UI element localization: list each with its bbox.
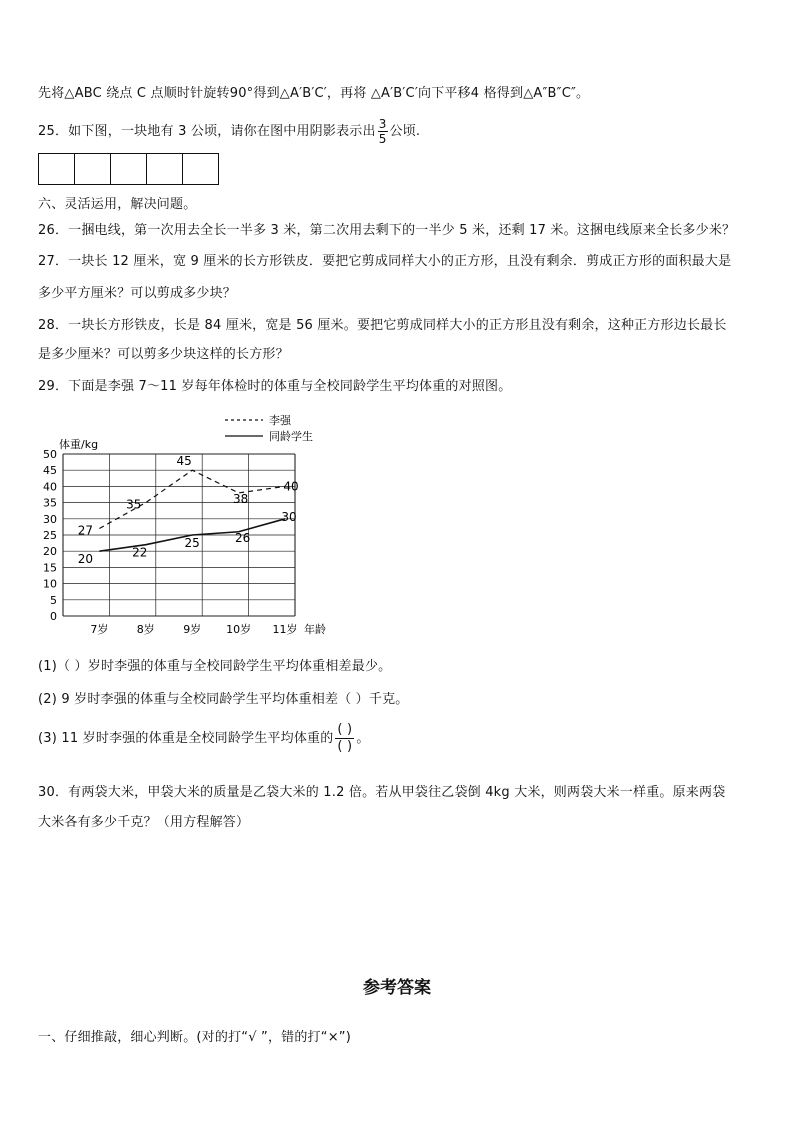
land-cell[interactable] bbox=[110, 153, 147, 185]
y-tick-label: 40 bbox=[43, 480, 57, 494]
answer-fraction-blank[interactable] bbox=[335, 722, 354, 755]
q29-3-end: 。 bbox=[356, 731, 370, 746]
y-tick-label: 5 bbox=[50, 593, 57, 607]
legend-label: 同龄学生 bbox=[269, 430, 313, 443]
y-tick-label: 20 bbox=[43, 545, 57, 559]
y-tick-label: 50 bbox=[43, 448, 57, 461]
x-tick-label: 8岁 bbox=[136, 623, 155, 635]
data-label: 40 bbox=[283, 479, 299, 494]
land-cell[interactable] bbox=[182, 153, 219, 185]
question-29-1: (1)（ ）岁时李强的体重与全校同龄学生平均体重相差最少。 bbox=[38, 659, 392, 674]
question-29-2: (2) 9 岁时李强的体重与全校同龄学生平均体重相差（ ）千克。 bbox=[38, 692, 409, 707]
blank-numerator: ( ) bbox=[337, 722, 353, 737]
y-tick-label: 30 bbox=[43, 512, 57, 526]
answer-heading: 参考答案 bbox=[363, 978, 431, 998]
fraction-numerator: 3 bbox=[378, 117, 387, 131]
question-26: 26．一捆电线，第一次用去全长一半多 3 米，第二次用去剩下的一半少 5 米，还剩 17 米。这捆电线原来全长多少米？ bbox=[38, 223, 736, 238]
y-axis-label: 体重/kg bbox=[59, 438, 99, 451]
question-30-line2: 大米各有多少千克？（用方程解答） bbox=[38, 815, 250, 830]
instruction-line: 先将△ABC 绕点 C 点顺时针旋转90°得到△A′B′C′，再将 △A′B′C′向下平移4 格得到△A″B″C″。 bbox=[38, 86, 590, 101]
section-1-heading: 一、仔细推敲，细心判断。(对的打“√ ”，错的打“×”) bbox=[38, 1030, 351, 1045]
land-cell[interactable] bbox=[146, 153, 183, 185]
x-axis-label: 年龄 bbox=[304, 623, 326, 635]
data-label: 20 bbox=[77, 552, 94, 567]
fraction-denominator: 5 bbox=[378, 132, 387, 146]
question-29-3 bbox=[38, 722, 370, 755]
legend-label: 李强 bbox=[269, 414, 291, 427]
question-28-line1: 28．一块长方形铁皮，长是 84 厘米，宽是 56 厘米。要把它剪成同样大小的正方形且没有剩余，这种正方形边长最长 bbox=[38, 318, 727, 333]
question-27-line2: 多少平方厘米？可以剪成多少块？ bbox=[38, 286, 237, 301]
data-label: 45 bbox=[176, 454, 192, 469]
y-tick-label: 45 bbox=[43, 464, 57, 478]
land-grid bbox=[38, 153, 219, 185]
data-label: 35 bbox=[126, 497, 142, 512]
question-25 bbox=[38, 117, 420, 146]
question-30-line1: 30．有两袋大米，甲袋大米的质量是乙袋大米的 1.2 倍。若从甲袋往乙袋倒 4kg 大米，则两袋大米一样重。原来两袋 bbox=[38, 785, 726, 800]
data-label: 30 bbox=[281, 509, 297, 524]
x-tick-label: 7岁 bbox=[90, 623, 109, 635]
data-label: 25 bbox=[184, 536, 200, 550]
y-tick-label: 10 bbox=[43, 577, 57, 591]
fraction-3-5 bbox=[378, 117, 388, 146]
y-tick-label: 0 bbox=[50, 610, 57, 623]
section-6-heading: 六、灵活运用，解决问题。 bbox=[38, 197, 197, 212]
q29-3-text: (3) 11 岁时李强的体重是全校同龄学生平均体重的 bbox=[38, 731, 334, 746]
question-28-line2: 是多少厘米？可以剪多少块这样的长方形？ bbox=[38, 347, 289, 362]
y-tick-label: 25 bbox=[43, 529, 57, 542]
y-tick-label: 15 bbox=[43, 561, 57, 575]
land-cell[interactable] bbox=[74, 153, 111, 185]
question-27-line1: 27．一块长 12 厘米，宽 9 厘米的长方形铁皮．要把它剪成同样大小的正方形，且没有剩余．剪成正方形的面积最大是 bbox=[38, 254, 732, 269]
x-tick-label: 10岁 bbox=[226, 623, 252, 635]
x-tick-label: 11岁 bbox=[272, 623, 298, 635]
data-label: 27 bbox=[77, 523, 94, 538]
data-label: 38 bbox=[232, 491, 249, 506]
blank-denominator: ( ) bbox=[337, 739, 353, 754]
q25-unit: 公顷. bbox=[389, 124, 421, 139]
y-tick-label: 35 bbox=[43, 496, 57, 510]
data-label: 22 bbox=[132, 545, 148, 560]
q25-text: 25．如下图，一块地有 3 公顷，请你在图中用阴影表示出 bbox=[38, 124, 376, 139]
data-label: 26 bbox=[234, 530, 251, 545]
x-tick-label: 9岁 bbox=[183, 623, 202, 635]
question-29: 29．下面是李强 7～11 岁每年体检时的体重与全校同龄学生平均体重的对照图。 bbox=[38, 379, 512, 394]
weight-comparison-chart bbox=[30, 410, 350, 635]
land-cell[interactable] bbox=[38, 153, 75, 185]
